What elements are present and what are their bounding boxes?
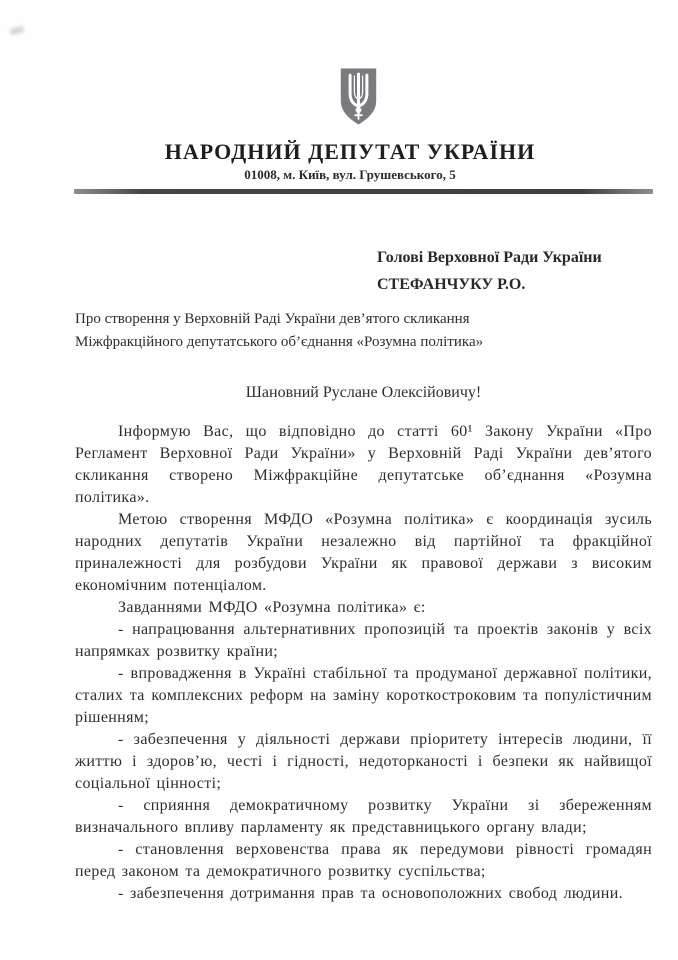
ukraine-trident-emblem-icon bbox=[338, 66, 379, 127]
body-paragraph: Завданнями МФДО «Розумна політика» є: bbox=[118, 599, 426, 616]
letterhead-separator-line bbox=[74, 189, 653, 194]
letter-subject: Про створення у Верховній Раді України дев’ятого скликання Міжфракційного депутатського об’єднання «Розумна політика» bbox=[75, 311, 484, 350]
letterhead-title: НАРОДНИЙ ДЕПУТАТ УКРАЇНИ bbox=[164, 139, 536, 164]
body-paragraph: Метою створення МФДО «Розумна політика» є координація зусиль народних депутатів України незалежно від партійної та фракційної приналежності для розбудови України як правової держави з високим економічним потенціалом. bbox=[75, 511, 652, 594]
body-paragraph-bullet: - забезпечення у діяльності держави пріоритету інтересів людини, її життю і здоров’ю, честі і гідності, недоторканості і безпеки як найвищої соціальної цінності; bbox=[75, 731, 652, 792]
body-paragraph-bullet: - впровадження в Україні стабільної та продуманої державної політики, сталих та комплексних реформ на заміну короткостроковим та популістичним рішенням; bbox=[75, 665, 652, 726]
recipient-name: СТЕФАНЧУКУ Р.О. bbox=[377, 276, 526, 293]
letterhead-address: 01008, м. Київ, вул. Грушевського, 5 bbox=[244, 167, 456, 182]
scan-smudge-artifact bbox=[9, 26, 24, 36]
recipient-position: Голові Верховної Ради України bbox=[377, 249, 602, 266]
letter-body bbox=[75, 421, 652, 905]
body-paragraph-bullet: - забезпечення дотримання прав та основоположних свобод людини. bbox=[118, 885, 623, 902]
recipient-block bbox=[377, 244, 602, 298]
body-paragraph-bullet: - напрацювання альтернативних пропозицій та проектів законів у всіх напрямках розвитку країни; bbox=[75, 621, 652, 660]
salutation-line: Шановний Руслане Олексійовичу! bbox=[245, 384, 482, 401]
body-paragraph-bullet: - сприяння демократичному розвитку України зі збереженням визначального впливу парламенту як представницького органу влади; bbox=[75, 797, 652, 836]
body-paragraph: Інформую Вас, що відповідно до статті 60¹ Закону України «Про Регламент Верховної Ради України» у Верховній Раді України дев’ятого скликання створено Міжфракційне депутатське об’єднання «Розумна політика». bbox=[75, 423, 652, 506]
body-paragraph-bullet: - становлення верховенства права як передумови рівності громадян перед законом та демократичного розвитку суспільства; bbox=[75, 841, 652, 880]
